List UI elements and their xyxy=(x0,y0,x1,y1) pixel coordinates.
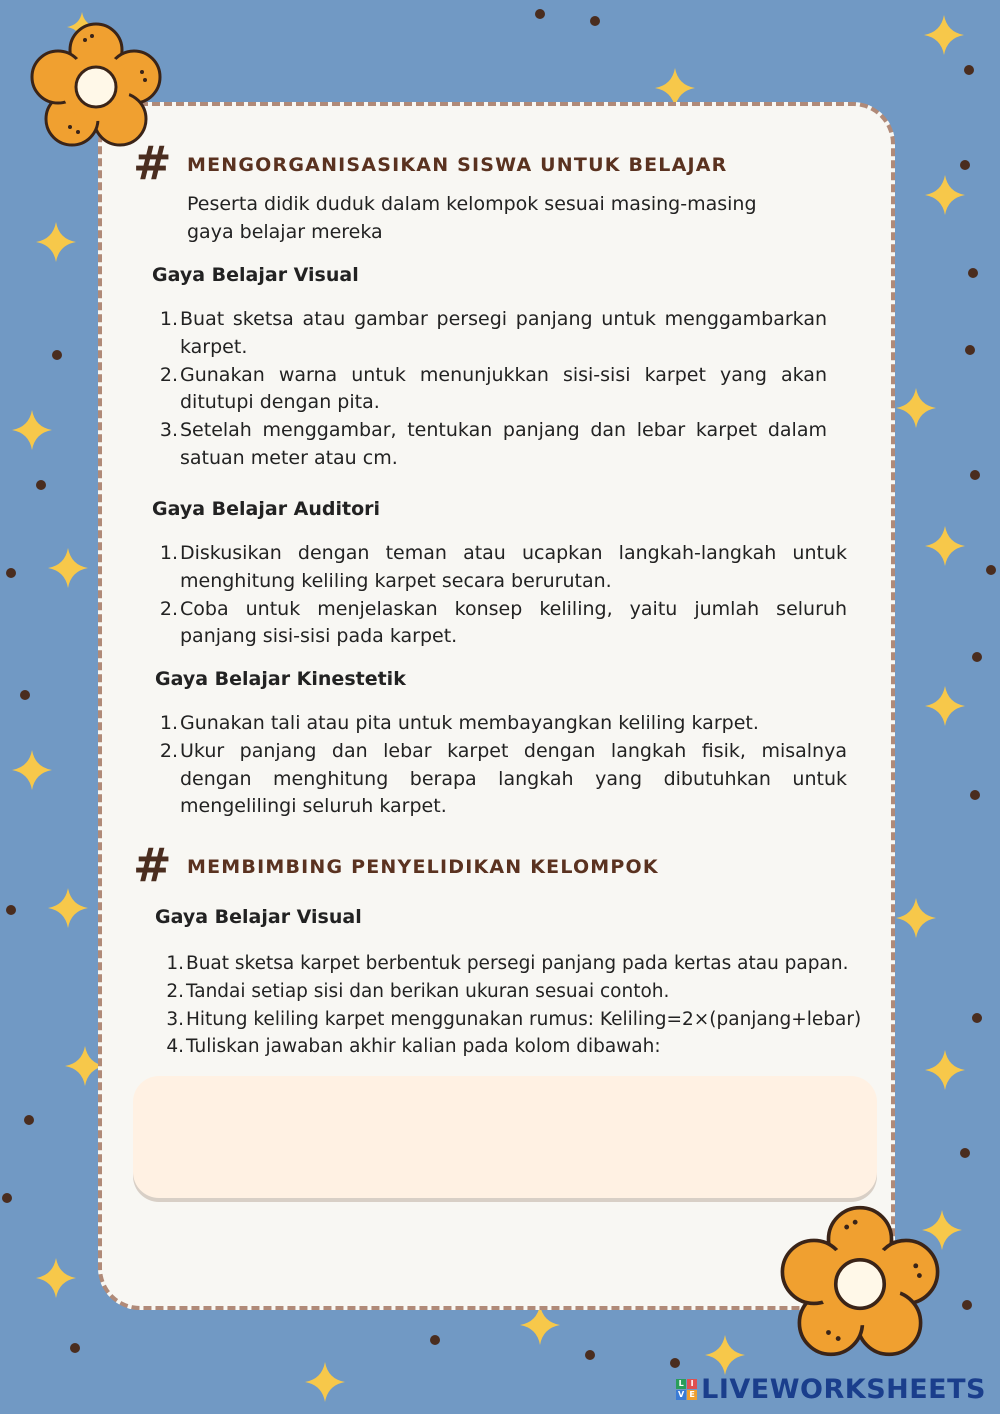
star-icon xyxy=(925,526,965,566)
list-item-text: Setelah menggambar, tentukan panjang dan lebar karpet dalam satuan meter atau cm. xyxy=(180,419,827,469)
decor-dot xyxy=(6,568,16,578)
list-auditori xyxy=(159,540,847,651)
list-visual xyxy=(159,306,827,473)
list-number: 3. xyxy=(159,419,178,442)
list-item xyxy=(159,306,827,362)
decor-dot xyxy=(430,1335,440,1345)
decor-dot xyxy=(52,350,62,360)
list-item xyxy=(159,710,847,738)
list-number: 2. xyxy=(159,739,178,762)
list-visual-2 xyxy=(168,950,868,1061)
decor-dot xyxy=(20,690,30,700)
hash-icon: # xyxy=(133,838,172,892)
list-number: 1. xyxy=(166,953,184,974)
list-item xyxy=(168,1033,868,1061)
decor-dot xyxy=(986,565,996,575)
section-heading: MEMBIMBING PENYELIDIKAN KELOMPOK xyxy=(187,856,659,878)
decor-dot xyxy=(970,790,980,800)
list-item xyxy=(168,978,868,1006)
decor-dot xyxy=(6,905,16,915)
logo-badge-letter: L xyxy=(676,1379,686,1389)
logo-text: LIVEWORKSHEETS xyxy=(701,1373,986,1405)
subheading-visual: Gaya Belajar Visual xyxy=(152,264,359,286)
decor-dot xyxy=(960,160,970,170)
flower-icon xyxy=(30,22,162,147)
star-icon xyxy=(896,898,936,938)
list-number: 1. xyxy=(159,308,178,330)
star-icon xyxy=(896,388,936,428)
list-number: 3. xyxy=(166,1008,184,1030)
list-item xyxy=(159,540,847,596)
star-icon xyxy=(925,1050,965,1090)
list-item xyxy=(159,596,847,652)
decor-dot xyxy=(24,1115,34,1125)
intro-text: Peserta didik duduk dalam kelompok sesuai masing-masing gaya belajar mereka xyxy=(187,193,757,243)
decor-dot xyxy=(970,470,980,480)
star-icon xyxy=(305,1362,345,1402)
decor-dot xyxy=(590,16,600,26)
list-number: 2. xyxy=(166,980,184,1002)
decor-dot xyxy=(70,1343,80,1353)
list-item-text: Buat sketsa atau gambar persegi panjang untuk menggambarkan karpet. xyxy=(180,308,827,358)
decor-dot xyxy=(585,1350,595,1360)
decor-dot xyxy=(968,268,978,278)
answer-text-area[interactable] xyxy=(133,1076,877,1198)
flower-icon xyxy=(780,1205,940,1357)
liveworksheets-logo xyxy=(676,1372,986,1406)
list-item-text: Coba untuk menjelaskan konsep keliling, yaitu jumlah seluruh panjang sisi-sisi pada karpet. xyxy=(180,597,847,648)
decor-dot xyxy=(962,1300,972,1310)
decor-dot xyxy=(965,345,975,355)
decor-dot xyxy=(972,652,982,662)
star-icon xyxy=(48,888,88,928)
subheading-kinestetik: Gaya Belajar Kinestetik xyxy=(155,668,406,690)
hash-icon: # xyxy=(133,136,172,190)
list-item xyxy=(168,950,868,978)
decor-dot xyxy=(670,1358,680,1368)
list-item-text: Ukur panjang dan lebar karpet dengan langkah fisik, misalnya dengan menghitung berapa langkah yang dibutuhkan untuk mengelilingi seluruh karpet. xyxy=(180,739,847,818)
list-item xyxy=(168,1006,868,1034)
logo-badge-icon xyxy=(676,1379,697,1400)
section-heading: MENGORGANISASIKAN SISWA UNTUK BELAJAR xyxy=(187,154,728,176)
list-item xyxy=(159,417,827,473)
list-number: 2. xyxy=(159,363,178,386)
list-kinestetik xyxy=(159,710,847,821)
star-icon xyxy=(925,686,965,726)
decor-dot xyxy=(960,1148,970,1158)
list-item xyxy=(159,738,847,821)
logo-badge-letter: I xyxy=(687,1379,697,1389)
logo-badge-letter: E xyxy=(687,1390,697,1400)
star-icon xyxy=(12,750,52,790)
star-icon xyxy=(36,222,76,262)
star-icon xyxy=(520,1305,560,1345)
list-item-text: Tuliskan jawaban akhir kalian pada kolom dibawah: xyxy=(186,1036,661,1058)
star-icon xyxy=(48,548,88,588)
list-number: 1. xyxy=(159,542,178,564)
subheading-auditori: Gaya Belajar Auditori xyxy=(152,498,381,520)
list-number: 4. xyxy=(166,1036,184,1058)
star-icon xyxy=(36,1258,76,1298)
list-item-text: Gunakan warna untuk menunjukkan sisi-sisi karpet yang akan ditutupi dengan pita. xyxy=(180,363,827,414)
list-item-text: Hitung keliling karpet menggunakan rumus: Keliling=2×(panjang+lebar) xyxy=(186,1008,862,1030)
logo-badge-letter: V xyxy=(678,1389,685,1399)
list-item-text: Gunakan tali atau pita untuk membayangkan keliling karpet. xyxy=(180,712,759,734)
subheading-visual: Gaya Belajar Visual xyxy=(155,906,362,928)
list-item-text: Buat sketsa karpet berbentuk persegi panjang pada kertas atau papan. xyxy=(186,953,849,974)
list-number: 1. xyxy=(159,712,178,734)
decor-dot xyxy=(2,1193,12,1203)
decor-dot xyxy=(36,480,46,490)
list-number: 2. xyxy=(159,597,178,620)
decor-dot xyxy=(972,1013,982,1023)
decor-dot xyxy=(535,9,545,19)
star-icon xyxy=(705,1335,745,1375)
star-icon xyxy=(924,15,964,55)
list-item-text: Tandai setiap sisi dan berikan ukuran sesuai contoh. xyxy=(186,980,670,1002)
star-icon xyxy=(12,410,52,450)
star-icon xyxy=(925,175,965,215)
list-item-text: Diskusikan dengan teman atau ucapkan langkah-langkah untuk menghitung keliling karpet secara berurutan. xyxy=(180,542,847,592)
list-item xyxy=(159,362,827,418)
decor-dot xyxy=(964,65,974,75)
